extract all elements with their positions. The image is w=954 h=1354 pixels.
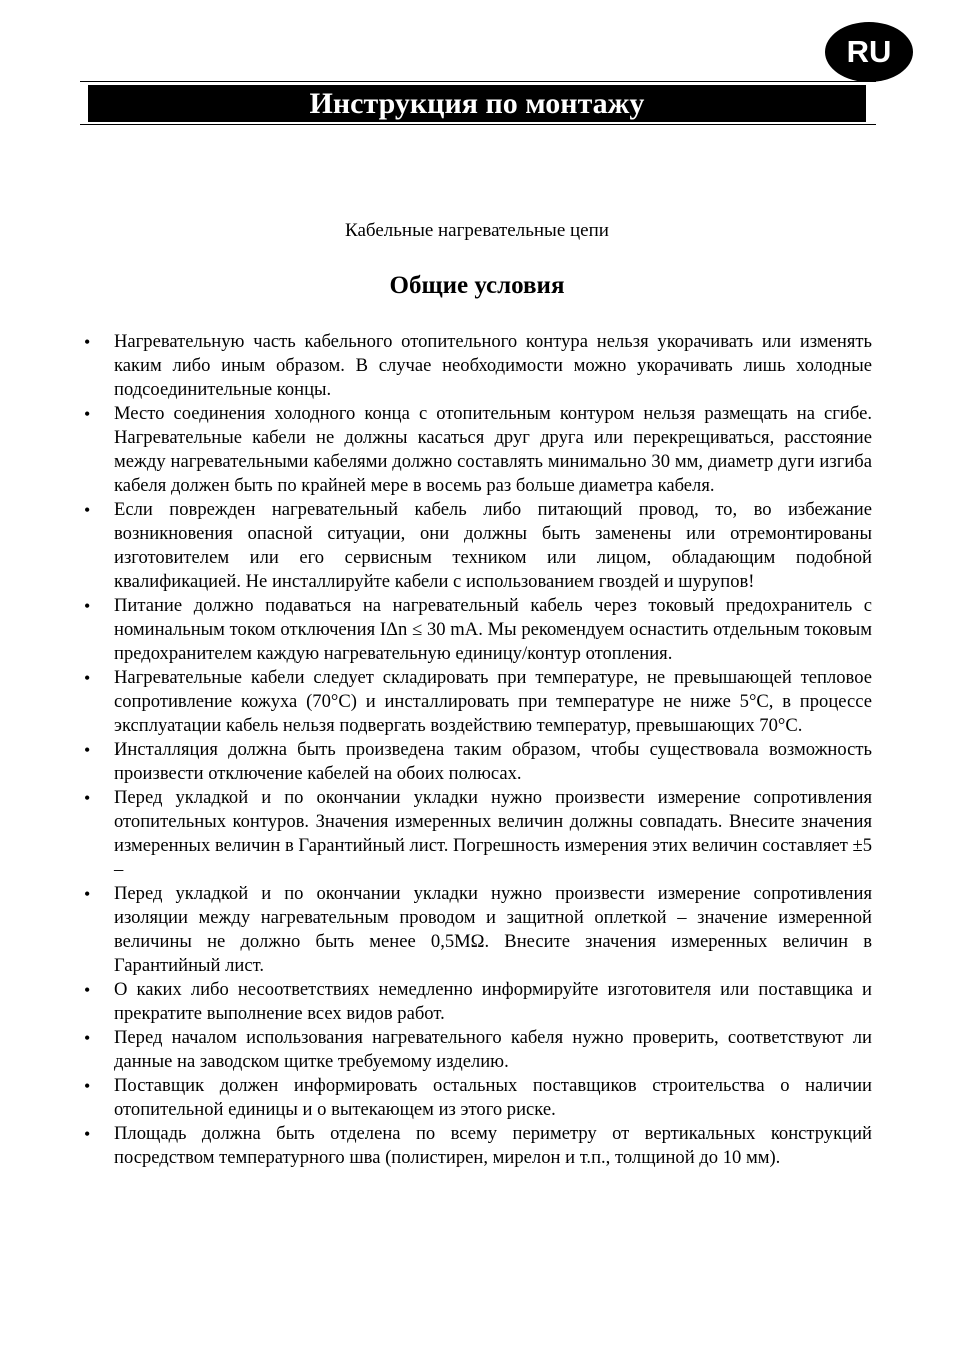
list-item [80, 1122, 872, 1170]
list-item [80, 498, 872, 594]
conditions-list [80, 330, 872, 1170]
list-item-text: Если поврежден нагревательный кабель либо питающий провод, то, во избежание возникновения опасной ситуации, они должны быть заменены или отремонтированы изготовителем или его сервисным техником или лицом, обладающим подобной квалификацией. Не инсталлируйте кабели с использованием гвоздей и шурупов! [114, 499, 872, 592]
list-item [80, 666, 872, 738]
list-item [80, 1026, 872, 1074]
bullet-icon: • [84, 884, 91, 904]
bullet-icon: • [84, 1076, 91, 1096]
document-subtitle: Кабельные нагревательные цепи [345, 220, 609, 241]
list-item [80, 738, 872, 786]
list-item-text: Инсталляция должна быть произведена таким образом, чтобы существовала возможность произвести отключение кабелей на обоих полюсах. [114, 739, 872, 784]
bullet-icon: • [84, 1124, 91, 1144]
bullet-icon: • [84, 668, 91, 688]
page-title: Инструкция по монтажу [88, 85, 866, 122]
list-item-text: Площадь должна быть отделена по всему периметру от вертикальных конструкций посредством температурного шва (полистирен, мирелон и т.п., толщиной до 10 мм). [114, 1123, 872, 1168]
list-item-text: Нагревательную часть кабельного отопительного контура нельзя укорачивать или изменять каким либо иным образом. В случае необходимости можно укорачивать лишь холодные подсоединительные концы. [114, 331, 872, 400]
list-item [80, 594, 872, 666]
list-item-text: Питание должно подаваться на нагревательный кабель через токовый предохранитель с номинальным током отключения IΔn ≤ 30 mA. Мы рекомендуем оснастить отдельным токовым предохранителем каждую нагревательную единицу/контур отопления. [114, 595, 872, 664]
bullet-icon: • [84, 788, 91, 808]
list-item [80, 1074, 872, 1122]
list-item-text: Место соединения холодного конца с отопительным контуром нельзя размещать на сгибе. Нагревательные кабели не должны касаться друг друга или перекрещиваться, расстояние между нагревательными кабелями должно составлять минимально 30 мм, диаметр дуги изгиба кабеля должен быть по крайней мере в восемь раз больше диаметра кабеля. [114, 403, 872, 496]
bullet-icon: • [84, 596, 91, 616]
list-item-text: Нагревательные кабели следует складировать при температуре, не превышающей тепловое сопротивление кожуха (70°C) и инсталлировать при температуре не ниже 5°C, в процессе эксплуатации кабель нельзя подвергать воздействию температур, превышающих 70°C. [114, 667, 872, 736]
bullet-icon: • [84, 404, 91, 424]
list-item [80, 882, 872, 978]
list-item [80, 402, 872, 498]
list-item-text: Перед укладкой и по окончании укладки нужно произвести измерение сопротивления изоляции между нагревательным проводом и защитной оплеткой – значение измеренной величины не должно быть менее 0,5MΩ. Внесите значения измеренных величин в Гарантийный лист. [114, 883, 872, 976]
list-item [80, 978, 872, 1026]
header-bottom-rule [80, 124, 876, 125]
bullet-icon: • [84, 1028, 91, 1048]
list-item [80, 330, 872, 402]
bullet-icon: • [84, 332, 91, 352]
list-item-text: Поставщик должен информировать остальных поставщиков строительства о наличии отопительной единицы и о вытекающем из этого риске. [114, 1075, 872, 1120]
list-item-text: Перед укладкой и по окончании укладки нужно произвести измерение сопротивления отопительных контуров. Значения измеренных величин должны совпадать. Внесите значения измеренных величин в Гарантийный лист. Погрешность измерения этих величин составляет ±5 – [114, 787, 872, 880]
list-item-text: Перед началом использования нагревательного кабеля нужно проверить, соответствуют ли данные на заводском щитке требуемому изделию. [114, 1027, 872, 1072]
section-heading: Общие условия [389, 272, 565, 299]
language-badge: RU [825, 22, 913, 82]
bullet-icon: • [84, 500, 91, 520]
bullet-icon: • [84, 980, 91, 1000]
header-top-rule [80, 81, 876, 82]
bullet-icon: • [84, 740, 91, 760]
list-item [80, 786, 872, 882]
list-item-text: О каких либо несоответствиях немедленно информируйте изготовителя или поставщика и прекратите выполнение всех видов работ. [114, 979, 872, 1024]
